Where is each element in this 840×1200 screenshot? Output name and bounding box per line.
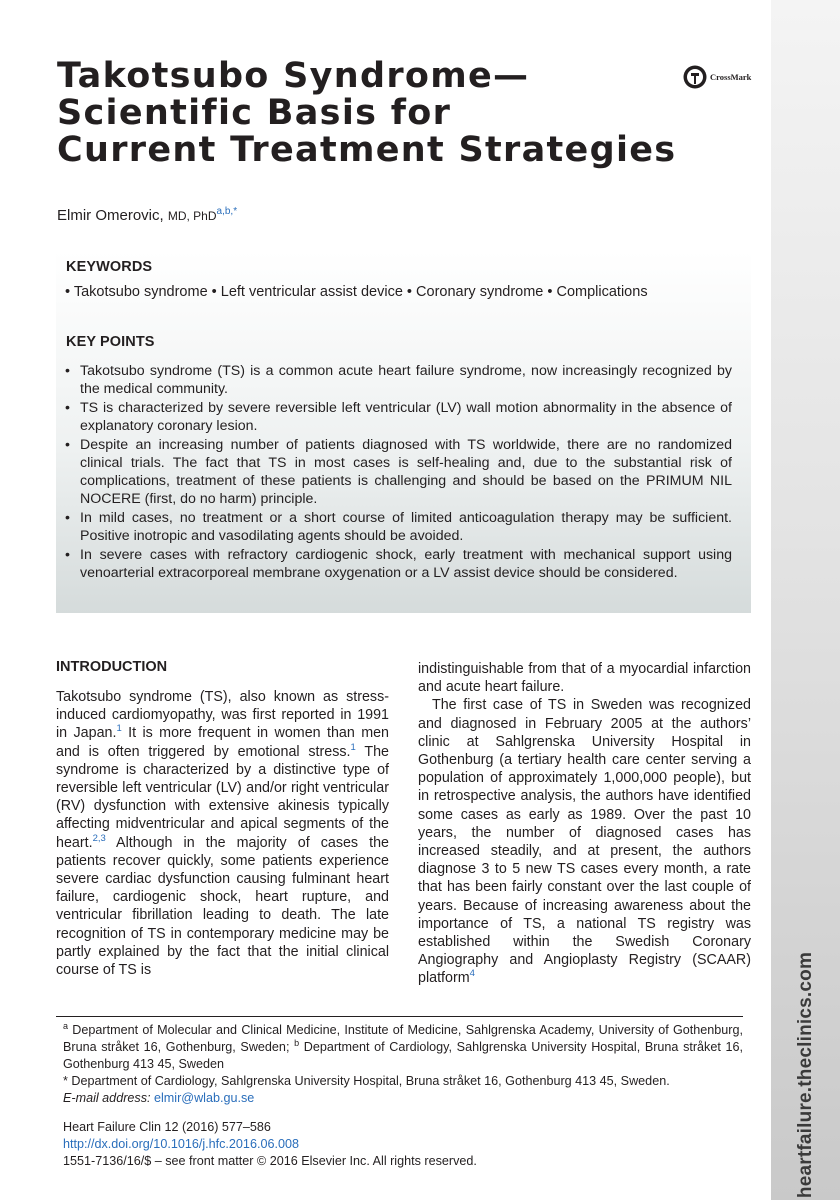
journal-citation: Heart Failure Clin 12 (2016) 577–586 [63,1120,271,1134]
email-link[interactable]: elmir@wlab.gu.se [154,1091,255,1105]
intro-left-column [56,688,389,979]
key-point-item: • TS is characterized by severe reversible left ventricular (LV) wall motion abnormality in the absence of explanatory coronary lesion. [64,399,732,435]
copyright-line: 1551-7136/16/$ – see front matter © 2016 Elsevier Inc. All rights reserved. [63,1154,477,1168]
intro-paragraph-continued: indistinguishable from that of a myocardial infarction and acute heart failure. [418,661,751,696]
intro-text: The first case of TS in Sweden was recognized and diagnosed in February 2005 at the authors’ clinic at Sahlgrenska University Hospital in Gothenburg (a tertiary health care center serving a population of approximately 1,000,000 people), but in retrospective analysis, the authors have identified some cases as early as 1989. Over the past 10 years, the number of diagnosed cases has increased steadily, and at present, the authors diagnose 3 to 5 new TS cases every month, a rate that has been fairly constant over the last couple of years. Because of increasing awareness about the importance of TS, a national TS registry was established within the Swedish Coronary Angiography and Angioplasty Registry (SCAAR) platform [418,697,751,987]
corresponding-footnote: * Department of Cardiology, Sahlgrenska University Hospital, Bruna stråket 16, Gothenburg 413 45, Sweden. [63,1074,670,1088]
affiliation-footnote [63,1022,743,1073]
title-line-2: Scientific Basis for [57,93,452,133]
introduction-heading: INTRODUCTION [56,659,168,675]
title-line-1: Takotsubo Syndrome— [57,56,530,96]
key-point-item: • Takotsubo syndrome (TS) is a common acute heart failure syndrome, now increasingly recognized by the medical community. [64,362,732,398]
key-point-item: • Despite an increasing number of patients diagnosed with TS worldwide, there are no randomized clinical trials. The fact that TS in most cases is self-healing and, due to the substantial risk of complications, treatment of these patients is challenging and should be based on the PRIMUM NIL NOCERE (first, do no harm) principle. [64,436,732,508]
doi-link[interactable]: http://dx.doi.org/10.1016/j.hfc.2016.06.008 [63,1137,299,1151]
footnote-mark: b [294,1037,300,1048]
citation-ref[interactable]: 2,3 [92,832,106,844]
intro-text: Although in the majority of cases the patients recover quickly, some patients experience severe cardiac dysfunction causing fulminant heart failure, cardiogenic shock, heart rupture, and ventricular fibrillation leading to death. The late recognition of TS in contemporary medicine may be partly explained by the fact that the initial clinical course of TS is [56,834,389,979]
affiliation-footnotes [63,1022,743,1107]
key-points-heading: KEY POINTS [66,334,155,350]
footnote-mark: a [63,1020,69,1031]
author-line [57,206,237,224]
author-name: Elmir Omerovic, [57,207,164,224]
intro-paragraph-2 [418,696,751,987]
author-affiliation-marks[interactable]: a,b,* [216,206,238,217]
intro-right-column [418,660,751,988]
crossmark-icon [683,65,707,89]
citation-ref[interactable]: 1 [350,741,356,753]
keywords-list: • Takotsubo syndrome • Left ventricular assist device • Coronary syndrome • Complications [65,284,648,300]
intro-text: The syndrome is characterized by a distinctive type of reversible left ventricular (LV) and/or right ventricular (RV) dysfunction with extensive akinesis typically affecting midventricular and apical segments of the heart. [56,743,389,851]
author-degrees: MD, PhD [167,209,217,223]
email-label: E-mail address: [63,1091,151,1105]
footnote-text: Department of Cardiology, Sahlgrenska University Hospital, Bruna stråket 16, Gothenburg 413 45, Sweden [63,1040,743,1071]
journal-url[interactable]: heartfailure.theclinics.com [795,951,816,1199]
key-points-list [64,362,732,583]
email-line [63,1090,743,1107]
citation-ref[interactable]: 1 [116,723,122,735]
article-title [57,58,697,169]
key-point-item: • In severe cases with refractory cardiogenic shock, early treatment with mechanical support using venoarterial extracorporeal membrane oxygenation or a LV assist device should be considered. [64,546,732,582]
intro-text: Takotsubo syndrome (TS), also known as stress-induced cardiomyopathy, was first reported in 1991 in Japan. [56,689,389,742]
citation-block [63,1119,477,1170]
citation-ref[interactable]: 4 [469,968,475,980]
intro-text: It is more frequent in women than men and is often triggered by emotional stress. [56,725,390,760]
keywords-heading: KEYWORDS [66,259,153,275]
title-line-3: Current Treatment Strategies [57,130,677,170]
crossmark-badge[interactable] [683,65,751,89]
intro-paragraph-1 [56,688,389,979]
footnote-divider [56,1016,743,1017]
crossmark-label: CrossMark [710,72,752,82]
footnote-text: Department of Molecular and Clinical Medicine, Institute of Medicine, Sahlgrenska Academy, University of Gothenburg, Bruna stråket 16, Gothenburg, Sweden; [63,1023,743,1054]
key-point-item: • In mild cases, no treatment or a short course of limited anticoagulation therapy may be sufficient. Positive inotropic and vasodilating agents should be avoided. [64,509,732,545]
